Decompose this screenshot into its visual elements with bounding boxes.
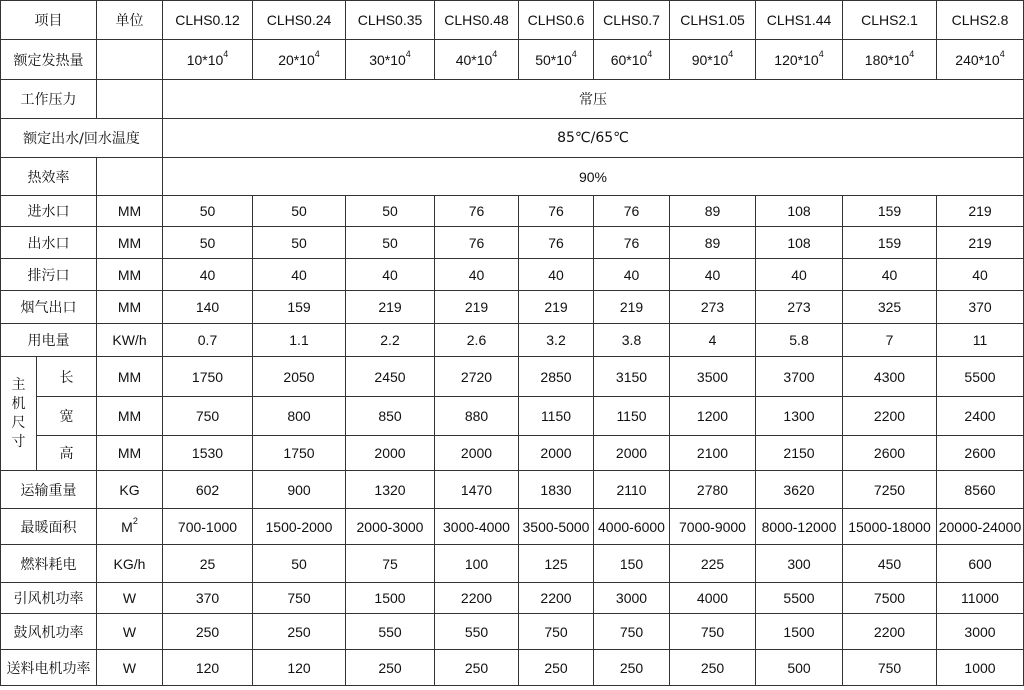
- cell-value: 8560: [937, 471, 1024, 509]
- cell-value: 3620: [756, 471, 843, 509]
- cell-value: 76: [519, 196, 594, 227]
- cell-value: 40: [594, 259, 670, 291]
- cell-value: 219: [519, 291, 594, 324]
- row-unit: MM: [97, 357, 163, 397]
- cell-value: 140: [163, 291, 253, 324]
- model-header: CLHS0.48: [435, 1, 519, 40]
- model-header: CLHS0.7: [594, 1, 670, 40]
- cell-value: 750: [594, 614, 670, 650]
- cell-value: 1530: [163, 436, 253, 471]
- cell-value: 750: [163, 397, 253, 436]
- cell-value: 5500: [937, 357, 1024, 397]
- cell-value: 602: [163, 471, 253, 509]
- cell-value: 1320: [346, 471, 435, 509]
- cell-value: 159: [843, 196, 937, 227]
- row-label: 额定出水/回水温度: [1, 119, 163, 158]
- cell-value: 100: [435, 545, 519, 583]
- cell-value: 219: [594, 291, 670, 324]
- cell-value: 2200: [843, 614, 937, 650]
- row-unit: W: [97, 650, 163, 686]
- row-label: 高: [37, 436, 97, 471]
- cell-value: 273: [756, 291, 843, 324]
- cell-value: 750: [670, 614, 756, 650]
- temperature-row: [1, 119, 1024, 158]
- row-unit: MM: [97, 291, 163, 324]
- header-item: 项目: [1, 1, 97, 40]
- row-unit: W: [97, 614, 163, 650]
- row-unit: MM: [97, 259, 163, 291]
- cell-value: 3000-4000: [435, 509, 519, 545]
- row-label: 送料电机功率: [1, 650, 97, 686]
- cell-value: 7: [843, 324, 937, 357]
- cell-value: 2000: [346, 436, 435, 471]
- row-label: 出水口: [1, 227, 97, 259]
- efficiency-row: [1, 158, 1024, 196]
- cell-value: 300: [756, 545, 843, 583]
- cell-value: 3500: [670, 357, 756, 397]
- row-unit: MM: [97, 227, 163, 259]
- cell-value: 76: [594, 196, 670, 227]
- cell-value: 1.1: [253, 324, 346, 357]
- heat-value: $50*10^4$: [519, 40, 594, 80]
- cell-value: 40: [519, 259, 594, 291]
- model-header: CLHS0.24: [253, 1, 346, 40]
- cell-value: 0.7: [163, 324, 253, 357]
- pressure-row: [1, 80, 1024, 119]
- cell-value: 1200: [670, 397, 756, 436]
- cell-value: 40: [346, 259, 435, 291]
- cell-value: 1500: [346, 583, 435, 614]
- cell-value: 1150: [519, 397, 594, 436]
- cell-value: 2200: [435, 583, 519, 614]
- row-label: 引风机功率: [1, 583, 97, 614]
- dim-row: [1, 357, 1024, 397]
- cell-value: 3500-5000: [519, 509, 594, 545]
- cell-value: 2000: [594, 436, 670, 471]
- model-header: CLHS0.6: [519, 1, 594, 40]
- cell-value: 4000-6000: [594, 509, 670, 545]
- cell-value: 219: [937, 196, 1024, 227]
- heating-area-row: [1, 509, 1024, 545]
- row-unit-empty: [97, 40, 163, 80]
- row-label: 运输重量: [1, 471, 97, 509]
- row-label: 工作压力: [1, 80, 97, 119]
- cell-value: 2600: [937, 436, 1024, 471]
- cell-value: 1750: [253, 436, 346, 471]
- row-label: 宽: [37, 397, 97, 436]
- cell-value: 3.8: [594, 324, 670, 357]
- cell-value: 4000: [670, 583, 756, 614]
- cell-value: 250: [163, 614, 253, 650]
- heat-value: $30*10^4$: [346, 40, 435, 80]
- cell-value: 250: [594, 650, 670, 686]
- dimensions-group-label: 主 机 尺 寸: [1, 357, 37, 471]
- cell-value: 76: [435, 196, 519, 227]
- heat-value: $40*10^4$: [435, 40, 519, 80]
- cell-value: 150: [594, 545, 670, 583]
- cell-value: 1300: [756, 397, 843, 436]
- cell-value: 2150: [756, 436, 843, 471]
- cell-value: 40: [253, 259, 346, 291]
- cell-value: 250: [253, 614, 346, 650]
- cell-value: 4: [670, 324, 756, 357]
- heat-value: $240*10^4$: [937, 40, 1024, 80]
- cell-value: 40: [937, 259, 1024, 291]
- cell-value: 2200: [843, 397, 937, 436]
- heat-value: $90*10^4$: [670, 40, 756, 80]
- cell-value: 1830: [519, 471, 594, 509]
- row-label: 热效率: [1, 158, 97, 196]
- cell-value: 550: [435, 614, 519, 650]
- cell-value: 159: [843, 227, 937, 259]
- cell-value: 7500: [843, 583, 937, 614]
- cell-value: 1750: [163, 357, 253, 397]
- cell-value: 8000-12000: [756, 509, 843, 545]
- row-unit: KW/h: [97, 324, 163, 357]
- cell-value: 7250: [843, 471, 937, 509]
- cell-value: 370: [937, 291, 1024, 324]
- cell-value: 2.2: [346, 324, 435, 357]
- cell-value: 2050: [253, 357, 346, 397]
- model-header: CLHS1.44: [756, 1, 843, 40]
- row-label: 额定发热量: [1, 40, 97, 80]
- cell-value: 3.2: [519, 324, 594, 357]
- cell-value: 40: [163, 259, 253, 291]
- heat-value: $120*10^4$: [756, 40, 843, 80]
- cell-value: 2780: [670, 471, 756, 509]
- row-unit-empty: [97, 158, 163, 196]
- model-header: CLHS1.05: [670, 1, 756, 40]
- cell-value: 2600: [843, 436, 937, 471]
- cell-value: 25: [163, 545, 253, 583]
- cell-value: 250: [670, 650, 756, 686]
- cell-value: 1500: [756, 614, 843, 650]
- dim-row: [1, 436, 1024, 471]
- cell-value: 219: [435, 291, 519, 324]
- cell-value: 89: [670, 196, 756, 227]
- header-row: [1, 1, 1024, 40]
- data-row: [1, 583, 1024, 614]
- cell-value: 880: [435, 397, 519, 436]
- cell-value: 250: [435, 650, 519, 686]
- cell-value: 11000: [937, 583, 1024, 614]
- cell-value: 2850: [519, 357, 594, 397]
- cell-value: 219: [346, 291, 435, 324]
- cell-value: 370: [163, 583, 253, 614]
- cell-value: 20000-24000: [937, 509, 1024, 545]
- cell-value: 850: [346, 397, 435, 436]
- cell-value: 11: [937, 324, 1024, 357]
- cell-value: 50: [253, 227, 346, 259]
- heat-output-row: [1, 40, 1024, 80]
- row-label: 长: [37, 357, 97, 397]
- cell-value: 50: [163, 196, 253, 227]
- row-label: 烟气出口: [1, 291, 97, 324]
- cell-value: 7000-9000: [670, 509, 756, 545]
- cell-value: 2200: [519, 583, 594, 614]
- cell-value: 4300: [843, 357, 937, 397]
- model-header: CLHS2.8: [937, 1, 1024, 40]
- cell-value: 120: [253, 650, 346, 686]
- row-unit: MM: [97, 196, 163, 227]
- heat-value: $180*10^4$: [843, 40, 937, 80]
- cell-value: 1470: [435, 471, 519, 509]
- weight-row: [1, 471, 1024, 509]
- merged-value: 常压: [163, 80, 1024, 119]
- model-header: CLHS0.35: [346, 1, 435, 40]
- cell-value: 2.6: [435, 324, 519, 357]
- row-unit: W: [97, 583, 163, 614]
- row-label: 燃料耗电: [1, 545, 97, 583]
- cell-value: 108: [756, 227, 843, 259]
- header-unit: 单位: [97, 1, 163, 40]
- cell-value: 40: [435, 259, 519, 291]
- cell-value: 250: [346, 650, 435, 686]
- cell-value: 2000: [435, 436, 519, 471]
- cell-value: 50: [163, 227, 253, 259]
- cell-value: 50: [346, 196, 435, 227]
- cell-value: 120: [163, 650, 253, 686]
- cell-value: 3000: [937, 614, 1024, 650]
- data-row: [1, 614, 1024, 650]
- cell-value: 450: [843, 545, 937, 583]
- cell-value: 900: [253, 471, 346, 509]
- model-header: CLHS0.12: [163, 1, 253, 40]
- cell-value: 2400: [937, 397, 1024, 436]
- cell-value: 108: [756, 196, 843, 227]
- cell-value: 250: [519, 650, 594, 686]
- cell-value: 40: [756, 259, 843, 291]
- cell-value: 2000: [519, 436, 594, 471]
- dim-row: [1, 397, 1024, 436]
- merged-value: 85℃/65℃: [163, 119, 1024, 158]
- cell-value: 2720: [435, 357, 519, 397]
- data-row: [1, 227, 1024, 259]
- cell-value: 40: [843, 259, 937, 291]
- heat-value: $60*10^4$: [594, 40, 670, 80]
- cell-value: 1150: [594, 397, 670, 436]
- cell-value: 2110: [594, 471, 670, 509]
- row-unit: $M^2$: [97, 509, 163, 545]
- cell-value: 76: [435, 227, 519, 259]
- row-unit: MM: [97, 436, 163, 471]
- cell-value: 76: [594, 227, 670, 259]
- row-label: 用电量: [1, 324, 97, 357]
- row-label: 鼓风机功率: [1, 614, 97, 650]
- cell-value: 3150: [594, 357, 670, 397]
- cell-value: 225: [670, 545, 756, 583]
- cell-value: 550: [346, 614, 435, 650]
- cell-value: 5500: [756, 583, 843, 614]
- cell-value: 15000-18000: [843, 509, 937, 545]
- cell-value: 89: [670, 227, 756, 259]
- cell-value: 600: [937, 545, 1024, 583]
- cell-value: 273: [670, 291, 756, 324]
- cell-value: 75: [346, 545, 435, 583]
- cell-value: 2450: [346, 357, 435, 397]
- cell-value: 2000-3000: [346, 509, 435, 545]
- cell-value: 500: [756, 650, 843, 686]
- model-header: CLHS2.1: [843, 1, 937, 40]
- data-row: [1, 259, 1024, 291]
- cell-value: 219: [937, 227, 1024, 259]
- cell-value: 50: [346, 227, 435, 259]
- cell-value: 750: [843, 650, 937, 686]
- cell-value: 1500-2000: [253, 509, 346, 545]
- cell-value: 3000: [594, 583, 670, 614]
- cell-value: 159: [253, 291, 346, 324]
- cell-value: 125: [519, 545, 594, 583]
- merged-value: 90%: [163, 158, 1024, 196]
- cell-value: 700-1000: [163, 509, 253, 545]
- row-unit: MM: [97, 397, 163, 436]
- cell-value: 325: [843, 291, 937, 324]
- data-row: [1, 650, 1024, 686]
- row-label: 最暖面积: [1, 509, 97, 545]
- cell-value: 76: [519, 227, 594, 259]
- cell-value: 3700: [756, 357, 843, 397]
- row-unit: KG/h: [97, 545, 163, 583]
- cell-value: 750: [519, 614, 594, 650]
- data-row: [1, 324, 1024, 357]
- row-label: 进水口: [1, 196, 97, 227]
- data-row: [1, 291, 1024, 324]
- cell-value: 50: [253, 545, 346, 583]
- cell-value: 2100: [670, 436, 756, 471]
- cell-value: 800: [253, 397, 346, 436]
- data-row: [1, 196, 1024, 227]
- cell-value: 50: [253, 196, 346, 227]
- cell-value: 40: [670, 259, 756, 291]
- cell-value: 1000: [937, 650, 1024, 686]
- row-label: 排污口: [1, 259, 97, 291]
- heat-value: $20*10^4$: [253, 40, 346, 80]
- heat-value: $10*10^4$: [163, 40, 253, 80]
- cell-value: 750: [253, 583, 346, 614]
- cell-value: 5.8: [756, 324, 843, 357]
- data-row: [1, 545, 1024, 583]
- row-unit: KG: [97, 471, 163, 509]
- row-unit-empty: [97, 80, 163, 119]
